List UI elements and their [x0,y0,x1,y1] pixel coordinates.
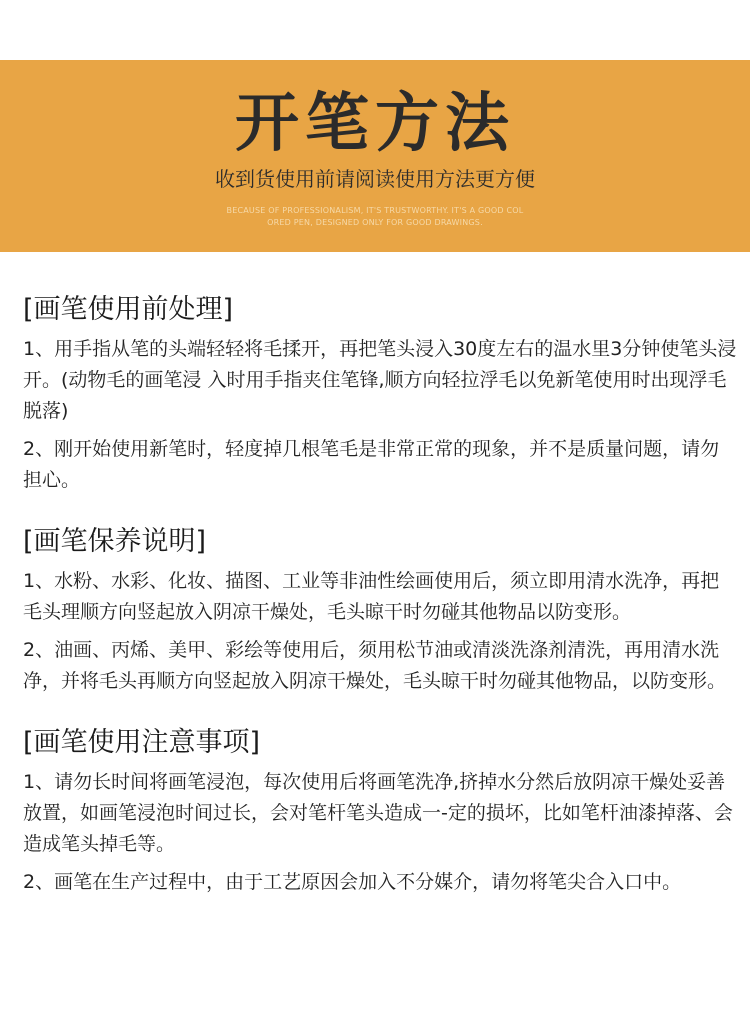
paragraph: 1、请勿长时间将画笔浸泡，每次使用后将画笔洗净,挤掉水分然后放阴凉干燥处妥善放置，如画笔浸泡时间过长，会对笔杆笔头造成一-定的损坏，比如笔杆油漆掉落、会造成笔头掉毛等。 [23,771,733,855]
page-title: 开笔方法 [235,87,515,161]
paragraph: 2、画笔在生产过程中，由于工艺原因会加入不分媒介，请勿将笔尖合入口中。 [23,871,682,893]
english-tagline [200,205,550,229]
paragraph: 1、用手指从笔的头端轻轻将毛揉开，再把笔头浸入30度左右的温水里3分钟使笔头浸开。(动物毛的画笔浸 入时用手指夹住笔锋,顺方向轻拉浮毛以免新笔使用时出现浮毛脱落) [23,338,737,422]
paragraph: 2、油画、丙烯、美甲、彩绘等使用后，须用松节油或清淡洗涤剂清洗，再用清水洗净，并将毛头再顺方向竖起放入阴凉干燥处，毛头晾干时勿碰其他物品，以防变形。 [23,639,727,692]
section-heading: [画笔使用前处理] [23,294,234,325]
section-pre-use [23,290,738,496]
english-tagline-line-2: ORED PEN, DESIGNED ONLY FOR GOOD DRAWINGS. [267,218,483,227]
page-subtitle: 收到货使用前请阅读使用方法更方便 [215,167,535,191]
section-heading: [画笔使用注意事项] [23,727,261,758]
section-precautions [23,723,738,898]
paragraph: 2、刚开始使用新笔时，轻度掉几根笔毛是非常正常的现象，并不是质量问题，请勿担心。 [23,438,720,491]
section-maintenance [23,522,738,697]
instructions-content [23,290,738,924]
english-tagline-line-1: BECAUSE OF PROFESSIONALISM, IT'S TRUSTWORTHY. IT'S A GOOD COL [226,206,524,215]
header-banner [0,60,750,252]
section-heading: [画笔保养说明] [23,526,207,557]
paragraph: 1、水粉、水彩、化妆、描图、工业等非油性绘画使用后，须立即用清水洗净，再把毛头理顺方向竖起放入阴凉干燥处，毛头晾干时勿碰其他物品以防变形。 [23,570,720,623]
